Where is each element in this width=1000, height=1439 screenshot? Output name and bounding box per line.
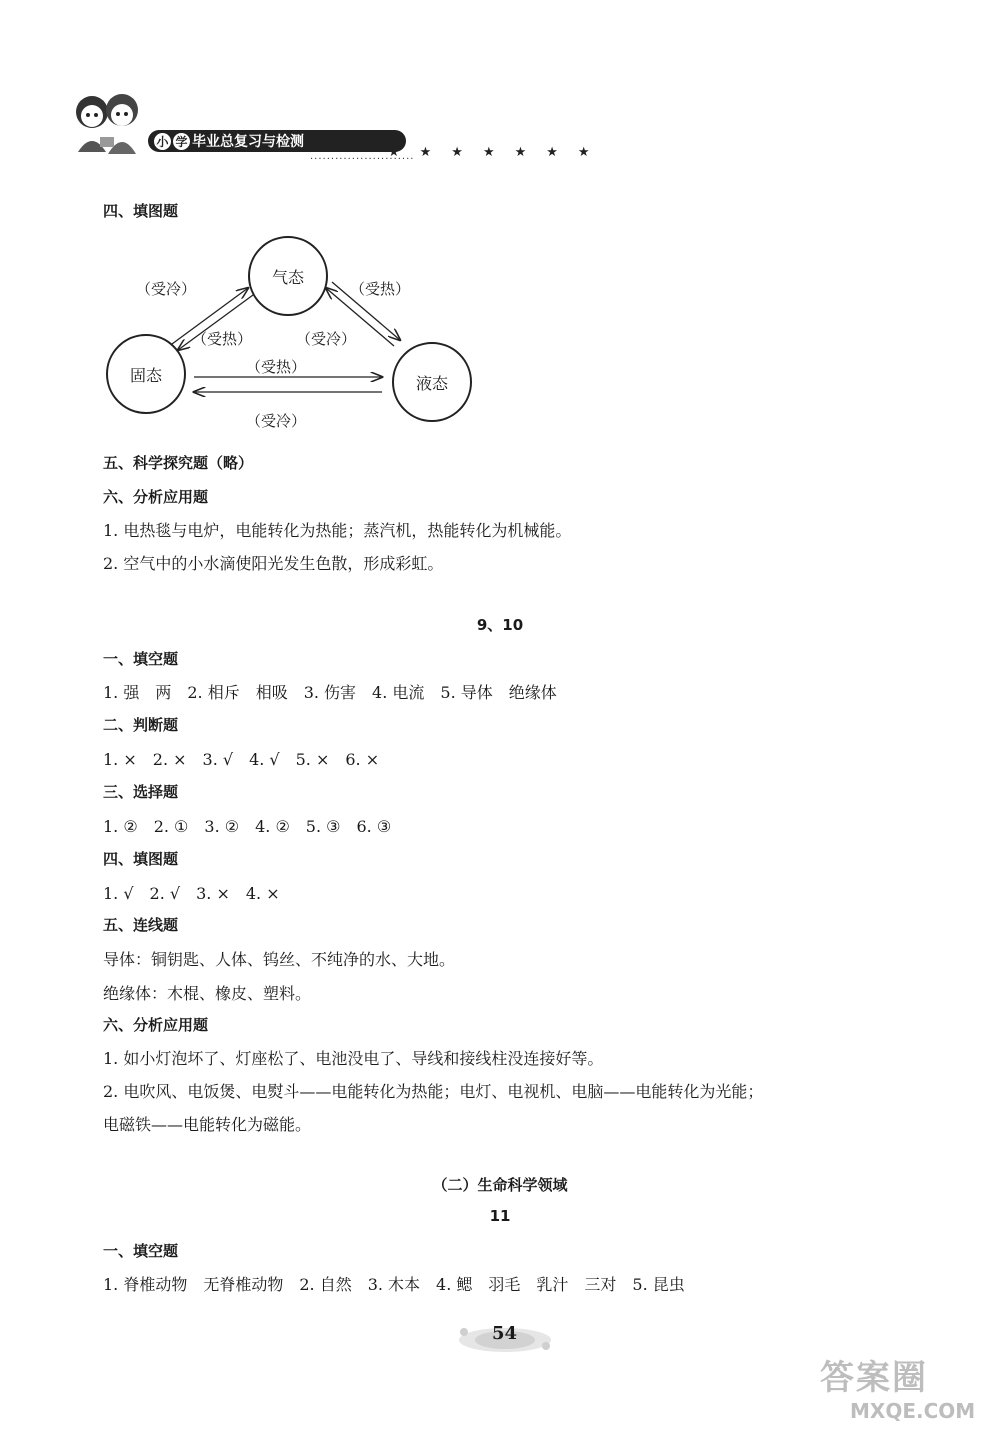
watermark-logo: 答案圈 <box>820 1358 928 1398</box>
page-number: 54 <box>492 1323 518 1344</box>
heading-science-inquiry: 五、科学探究题（略） <box>103 454 254 472</box>
answer-line: 导体：铜钥匙、人体、钨丝、不纯净的水、大地。 <box>103 950 456 969</box>
series-banner <box>148 130 406 152</box>
heading-analysis-a: 六、分析应用题 <box>103 488 209 506</box>
heading-fill-blank-2: 一、填空题 <box>103 1242 179 1260</box>
heading-true-false: 二、判断题 <box>103 716 179 734</box>
cartoon-kids-icon <box>70 82 150 162</box>
answer-line: 绝缘体：木棍、橡皮、塑料。 <box>103 984 312 1003</box>
header-dots: ························· <box>310 154 415 165</box>
label-liquid-gas-heat: （受热） <box>350 280 411 298</box>
heading-fill-blank: 一、填空题 <box>103 650 179 668</box>
badge-xiao: 小 <box>154 133 171 150</box>
answer-line: 1. 强 两 2. 相斥 相吸 3. 伤害 4. 电流 5. 导体 绝缘体 <box>103 683 557 702</box>
watermark-url: MXQE.COM <box>850 1399 976 1423</box>
answer-line: 1. ② 2. ① 3. ② 4. ② 5. ③ 6. ③ <box>103 817 392 836</box>
header-stars: ★★★★★★★ <box>388 145 610 160</box>
node-solid: 固态 <box>106 334 186 414</box>
answer-line: 2. 电吹风、电饭煲、电熨斗——电能转化为热能；电灯、电视机、电脑——电能转化为光能； <box>103 1082 764 1101</box>
label-solid-gas-heat: （受热） <box>192 330 253 348</box>
badge-xue: 学 <box>173 133 190 150</box>
node-liquid: 液态 <box>392 342 472 422</box>
answer-line: 电磁铁——电能转化为磁能。 <box>103 1115 312 1134</box>
state-change-diagram <box>100 232 480 442</box>
answer-line: 1. √ 2. √ 3. × 4. × <box>103 884 280 903</box>
answer-line: 1. 脊椎动物 无脊椎动物 2. 自然 3. 木本 4. 鳃 羽毛 乳汁 三对 5. 昆虫 <box>103 1275 685 1294</box>
heading-choice: 三、选择题 <box>103 783 179 801</box>
label-solid-liquid-heat: （受热） <box>246 358 307 376</box>
unit-title-11: 11 <box>489 1207 511 1225</box>
heading-analysis-b: 六、分析应用题 <box>103 1016 209 1034</box>
answer-line: 1. × 2. × 3. √ 4. √ 5. × 6. × <box>103 750 380 769</box>
answer-line: 1. 电热毯与电炉，电能转化为热能；蒸汽机，热能转化为机械能。 <box>103 521 572 540</box>
label-solid-gas-cold: （受冷） <box>136 280 197 298</box>
answer-line: 2. 空气中的小水滴使阳光发生色散，形成彩虹。 <box>103 554 444 573</box>
heading-fill-diagram: 四、填图题 <box>103 202 179 220</box>
answer-line: 1. 如小灯泡坏了、灯座松了、电池没电了、导线和接线柱没连接好等。 <box>103 1049 604 1068</box>
label-liquid-gas-cold: （受冷） <box>296 330 357 348</box>
heading-fill-diagram-2: 四、填图题 <box>103 850 179 868</box>
page-header <box>70 82 650 167</box>
section-title-life-science: （二）生命科学领域 <box>432 1176 568 1194</box>
series-title: 毕业总复习与检测 <box>192 134 304 150</box>
unit-title-9-10: 9、10 <box>476 616 524 634</box>
node-gas: 气态 <box>248 236 328 316</box>
label-liquid-solid-cold: （受冷） <box>246 412 307 430</box>
watermark <box>820 1350 995 1435</box>
heading-matching: 五、连线题 <box>103 916 179 934</box>
